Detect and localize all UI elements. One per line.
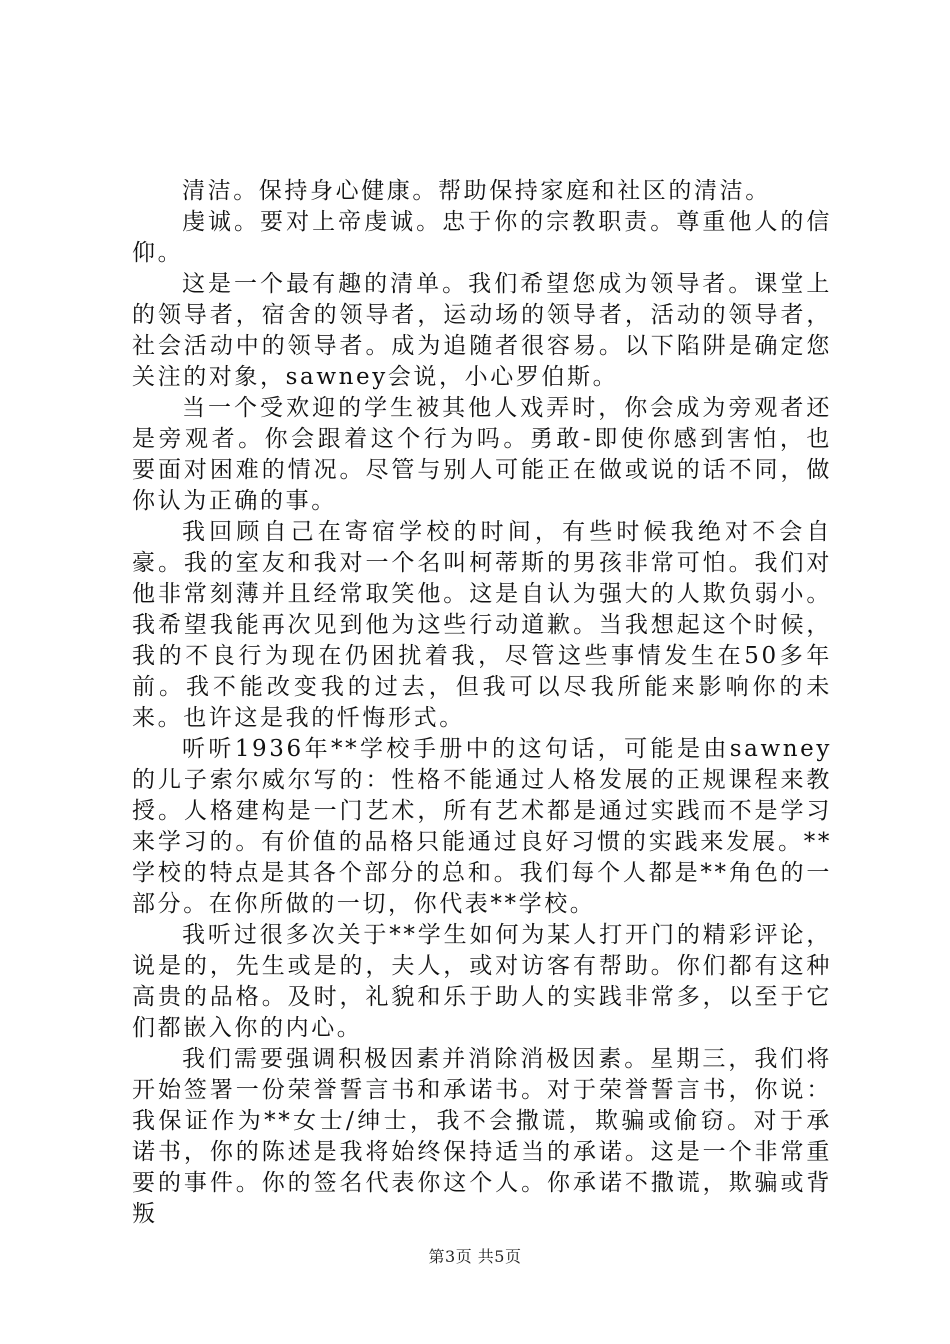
document-body (132, 176, 832, 1230)
paragraph-6: 听听1936年**学校手册中的这句话，可能是由sawney的儿子索尔威尔写的：性格不能通过人格发展的正规课程来教授。人格建构是一门艺术，所有艺术都是通过实践而不是学习来学习的。有价值的品格只能通过良好习惯的实践来发展。**学校的特点是其各个部分的总和。我们每个人都是**角色的一部分。在你所做的一切，你代表**学校。 (132, 736, 832, 917)
paragraph-5: 我回顾自己在寄宿学校的时间，有些时候我绝对不会自豪。我的室友和我对一个名叫柯蒂斯的男孩非常可怕。我们对他非常刻薄并且经常取笑他。这是自认为强大的人欺负弱小。我希望我能再次见到他为这些行动道歉。当我想起这个时候，我的不良行为现在仍困扰着我，尽管这些事情发生在50多年前。我不能改变我的过去，但我可以尽我所能来影响你的未来。也许这是我的忏悔形式。 (132, 519, 832, 731)
paragraph-8: 我们需要强调积极因素并消除消极因素。星期三，我们将开始签署一份荣誉誓言书和承诺书。对于荣誉誓言书，你说：我保证作为**女士/绅士，我不会撒谎，欺骗或偷窃。对于承诺书，你的陈述是我将始终保持适当的承诺。这是一个非常重要的事件。你的签名代表你这个人。你承诺不撒谎，欺骗或背叛 (132, 1046, 832, 1227)
paragraph-4: 当一个受欢迎的学生被其他人戏弄时，你会成为旁观者还是旁观者。你会跟着这个行为吗。勇敢-即使你感到害怕，也要面对困难的情况。尽管与别人可能正在做或说的话不同，做你认为正确的事。 (132, 395, 832, 514)
paragraph-1: 清洁。保持身心健康。帮助保持家庭和社区的清洁。 (182, 178, 771, 204)
paragraph-7: 我听过很多次关于**学生如何为某人打开门的精彩评论，说是的，先生或是的，夫人，或对访客有帮助。你们都有这种高贵的品格。及时，礼貌和乐于助人的实践非常多，以至于它们都嵌入你的内心。 (132, 922, 832, 1041)
paragraph-3: 这是一个最有趣的清单。我们希望您成为领导者。课堂上的领导者，宿舍的领导者，运动场的领导者，活动的领导者，社会活动中的领导者。成为追随者很容易。以下陷阱是确定您关注的对象，sawney会说，小心罗伯斯。 (132, 271, 832, 390)
paragraph-2: 虔诚。要对上帝虔诚。忠于你的宗教职责。尊重他人的信仰。 (132, 209, 832, 266)
page-number-footer: 第3页 共5页 (428, 1247, 522, 1266)
